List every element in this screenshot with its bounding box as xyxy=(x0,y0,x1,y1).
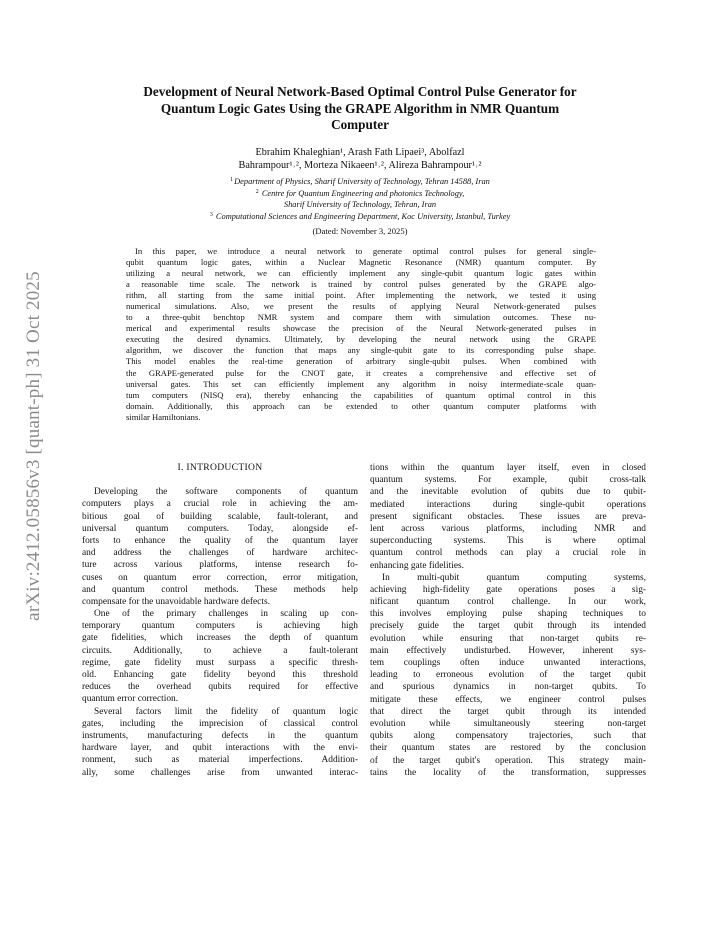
body-line: temporary quantum computers is achieving high xyxy=(82,621,358,632)
abstract-line: to a three-qubit benchtop NMR system and compare them with simulation outcomes. These nu- xyxy=(126,312,596,323)
abstract-line: merical and experimental results showcase the precision of the Neural Network-generated pulses in xyxy=(126,323,596,334)
title-line: Computer xyxy=(331,117,389,132)
abstract-line: numerical simulations. Also, we present the results of applying Neural Network-generated pulses xyxy=(126,301,596,312)
body-line: tem couplings often induce unwanted interactions, xyxy=(370,658,646,668)
body-line: achieving high-fidelity gate operations poses a sig- xyxy=(370,584,646,595)
body-line: forts to enhance the quality of the quantum layer xyxy=(82,535,358,546)
body-line: precisely guide the target qubit through its intended xyxy=(370,621,646,632)
dated-line: (Dated: November 3, 2025) xyxy=(312,226,408,236)
body-line: superconducting systems. This is where optimal xyxy=(370,536,646,547)
body-line: quantum error correction. xyxy=(82,694,179,705)
body-line: ally, some challenges arise from unwanted interac- xyxy=(82,767,358,778)
body-line: ture across various platforms, intense research fo- xyxy=(82,560,358,571)
author-line: Bahrampour¹˒², Morteza Nikaeen¹˒², Alireza Bahrampour¹˒² xyxy=(238,160,482,171)
affiliation-1: $^1$Department of Physics, Sharif University of Technology, Tehran 14588, Iran xyxy=(230,177,490,186)
abstract-line: utilizing a neural network, we can efficiently implement any single-qubit quantum logic gates within xyxy=(126,268,596,279)
affiliations xyxy=(100,175,620,222)
body-line: lent across various platforms, including NMR and xyxy=(370,523,646,534)
body-line: circuits. Additionally, to achieve a fault-tolerant xyxy=(82,645,358,656)
body-line: and quantum control methods. These methods help xyxy=(82,584,358,595)
affiliation-2: $^2$ Centre for Quantum Engineering and photonics Technology, xyxy=(255,189,465,198)
body-line: qubits along compensatory trajectories, such that xyxy=(370,731,646,742)
body-line: nificant quantum control challenge. In our work, xyxy=(370,597,646,608)
body-line: enhancing gate fidelities. xyxy=(370,560,464,571)
body-line: Several factors limit the fidelity of quantum logic xyxy=(94,706,358,717)
body-line: quantum systems. For example, qubit cross-talk xyxy=(370,475,646,486)
body-line: ronment, such as material imperfections. Addition- xyxy=(82,755,358,766)
abstract-line: algorithm, we discover the function that maps any single-qubit gate to its corresponding pulse shape. xyxy=(126,345,596,356)
abstract-line: In this paper, we introduce a neural network to generate optimal control pulses for general single- xyxy=(135,246,596,256)
body-line: regime, gate fidelity must surpass a specific thresh- xyxy=(82,657,358,668)
left-column xyxy=(82,462,358,779)
abstract-line: executing the desired dynamics. Ultimately, by developing the neural network using the GRAPE xyxy=(126,334,596,345)
abstract-line: rithm, all starting from the same initial point. After implementing the network, we tested it using xyxy=(126,290,596,301)
arxiv-identifier-text: arXiv:2412.05856v3 [quant-ph] 31 Oct 2025 xyxy=(23,271,44,621)
body-line: that direct the target qubit through its intended xyxy=(370,706,646,717)
body-line: and spurious dynamics in non-target qubits. To xyxy=(370,682,646,693)
abstract-line: This model enables the real-time generation of arbitrary single-qubit pulses. When combined with xyxy=(126,356,596,367)
body-line: hardware layer, and qubit interactions with the envi- xyxy=(82,743,358,754)
body-line: gate fidelities, which increases the depth of quantum xyxy=(82,633,358,644)
body-line: mediated interactions during single-qubit operations xyxy=(370,499,646,510)
body-line: reduces the overhead qubits required for effective xyxy=(82,682,358,693)
body-line: gates, including the imprecision of classical control xyxy=(82,718,358,729)
title-line: Quantum Logic Gates Using the GRAPE Algorithm in NMR Quantum xyxy=(160,100,560,116)
author-line: Ebrahim Khaleghian¹, Arash Fath Lipaei³, Abolfazl xyxy=(255,147,465,158)
affiliation-3: $^3$ Computational Sciences and Engineering Department, Koc University, Istanbul, Turkey xyxy=(209,212,511,221)
body-line: and the inevitable evolution of qubits due to qubit- xyxy=(370,487,646,498)
abstract-line: domain. Additionally, this approach can be extended to other quantum computer platforms with xyxy=(126,400,596,411)
body-line: computers plays a crucial role in achieving the am- xyxy=(82,499,358,510)
abstract-line: tum computers (NISQ era), thereby enhancing the capabilities of quantum optimal control in this xyxy=(126,389,596,400)
body-line: cuses on quantum error correction, error mitigation, xyxy=(82,572,358,583)
abstract xyxy=(126,246,596,423)
body-line: mitigate these effects, we engineer control pulses xyxy=(370,694,646,705)
body-line: present significant obstacles. These issues are preva- xyxy=(370,511,646,522)
body-line: and address the challenges of hardware architec- xyxy=(82,548,358,559)
abstract-line: the GRAPE-generated pulse for the CNOT gate, it creates a comprehensive and effective set of xyxy=(126,367,596,378)
body-line: leading to erroneous evolution of the target qubit xyxy=(370,670,646,681)
body-line: In multi-qubit quantum computing systems, xyxy=(382,572,646,583)
affiliation-2-cont: Sharif University of Technology, Tehran, Iran xyxy=(283,200,437,209)
body-line: Developing the software components of quantum xyxy=(94,487,358,498)
body-line: compensate for the unavoidable hardware defects. xyxy=(82,596,270,607)
paper-title xyxy=(80,84,640,134)
title-line: Development of Neural Network-Based Optimal Control Pulse Generator for xyxy=(143,84,577,99)
abstract-line: universal gates. This set can efficiently implement any algorithm in noisy intermediate-scale quan- xyxy=(126,378,596,389)
body-line: universal quantum computers. Today, alongside ef- xyxy=(82,523,358,534)
body-line: tains the locality of the transformation, suppresses xyxy=(370,767,646,778)
body-line: tions within the quantum layer itself, even in closed xyxy=(370,463,646,473)
body-line: evolution while simultaneously steering non-target xyxy=(370,718,646,729)
abstract-line: a reasonable time scale. The network is trained by control pulses generated by the GRAPE algo- xyxy=(126,279,596,290)
section-heading-introduction: I. INTRODUCTION xyxy=(177,462,263,473)
abstract-line: qubit quantum logic gates, within a Nuclear Magnetic Resonance (NMR) quantum computer. By xyxy=(126,257,596,268)
body-line: evolution while ensuring that non-target qubits re- xyxy=(370,633,646,644)
body-line: quantum control methods can play a crucial role in xyxy=(370,548,646,559)
body-line: bitious goal of building scalable, fault-tolerant, and xyxy=(82,511,358,522)
arxiv-identifier-stamp xyxy=(20,246,48,646)
body-line: main effectively undisturbed. However, inherent sys- xyxy=(370,645,646,656)
body-line: this involves employing pulse shaping techniques to xyxy=(370,609,646,620)
right-column xyxy=(370,462,646,779)
body-line: instruments, manufacturing defects in the quantum xyxy=(82,730,358,741)
body-line: their quantum states are restored by the conclusion xyxy=(370,743,646,754)
body-line: One of the primary challenges in scaling up con- xyxy=(94,609,358,620)
author-list xyxy=(100,146,620,172)
abstract-line: similar Hamiltonians. xyxy=(126,411,201,422)
body-line: of the target qubit's operation. This strategy main- xyxy=(370,755,646,766)
body-line: old. Enhancing gate fidelity beyond this threshold xyxy=(82,670,358,680)
